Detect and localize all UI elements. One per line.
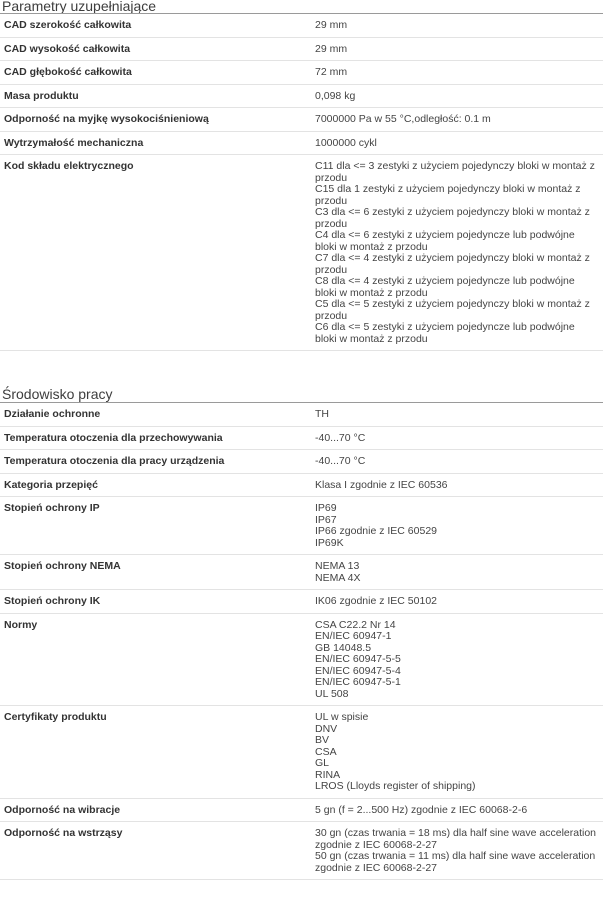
row-label: Temperatura otoczenia dla pracy urządzenia <box>0 450 310 474</box>
row-label: CAD głębokość całkowita <box>0 61 310 85</box>
row-value <box>310 590 603 614</box>
row-value <box>310 37 603 61</box>
table-row <box>0 706 603 799</box>
row-value <box>310 555 603 590</box>
table-row <box>0 555 603 590</box>
value-line: 5 gn (f = 2...500 Hz) zgodnie z IEC 60068-2-6 <box>315 803 528 816</box>
table-row <box>0 613 603 706</box>
value-line: CSA <box>315 745 337 758</box>
row-value <box>310 798 603 822</box>
value-line: IK06 zgodnie z IEC 50102 <box>315 595 438 607</box>
value-line: 29 mm <box>315 42 348 55</box>
value-line: NEMA 4X <box>315 571 361 584</box>
value-line: C7 dla <= 4 zestyki z użyciem pojedynczy bloki w montaż z przodu <box>315 252 590 276</box>
row-label: CAD wysokość całkowita <box>0 37 310 61</box>
value-line: 72 mm <box>315 66 348 78</box>
row-label: Masa produktu <box>0 84 310 108</box>
row-value <box>310 613 603 706</box>
value-line: C6 dla <= 5 zestyki z użyciem pojedyncze lub podwójne bloki w montaż z przodu <box>315 321 575 345</box>
value-line: GL <box>315 757 330 769</box>
table-row <box>0 84 603 108</box>
table-row <box>0 822 603 880</box>
row-label: Odporność na myjkę wysokociśnieniową <box>0 108 310 132</box>
value-line: TH <box>315 408 329 420</box>
value-line: IP69 <box>315 502 337 514</box>
table-row <box>0 497 603 555</box>
row-label: Normy <box>0 613 310 706</box>
table-row <box>0 426 603 450</box>
value-line: C11 dla <= 3 zestyki z użyciem pojedynczy bloki w montaż z przodu <box>315 160 595 184</box>
section-title-supplementary: Parametry uzupełniające <box>0 0 603 14</box>
table-row <box>0 590 603 614</box>
value-line: C4 dla <= 6 zestyki z użyciem pojedyncze lub podwójne bloki w montaż z przodu <box>315 229 575 253</box>
value-line: IP66 zgodnie z IEC 60529 <box>315 525 438 537</box>
value-line: IP69K <box>315 536 344 549</box>
value-line: DNV <box>315 722 338 735</box>
row-label: Temperatura otoczenia dla przechowywania <box>0 426 310 450</box>
value-line: 0,098 kg <box>315 89 356 102</box>
row-value <box>310 155 603 351</box>
value-line: -40...70 °C <box>315 431 366 444</box>
value-line: EN/IEC 60947-5-4 <box>315 664 401 677</box>
row-value <box>310 131 603 155</box>
value-line: GB 14048.5 <box>315 641 372 654</box>
value-line: UL 508 <box>315 687 349 700</box>
row-label: Działanie ochronne <box>0 403 310 426</box>
value-line: Klasa I zgodnie z IEC 60536 <box>315 478 448 491</box>
value-line: RINA <box>315 768 341 781</box>
row-label: CAD szerokość całkowita <box>0 14 310 37</box>
row-label: Stopień ochrony NEMA <box>0 555 310 590</box>
value-line: 30 gn (czas trwania = 18 ms) dla half sine wave acceleration zgodnie z IEC 60068-2-27 <box>315 827 597 851</box>
row-label: Wytrzymałość mechaniczna <box>0 131 310 155</box>
row-value <box>310 450 603 474</box>
value-line: EN/IEC 60947-5-1 <box>315 676 401 688</box>
table-row <box>0 131 603 155</box>
value-line: 1000000 cykl <box>315 136 377 149</box>
value-line: NEMA 13 <box>315 560 360 572</box>
value-line: C3 dla <= 6 zestyki z użyciem pojedynczy bloki w montaż z przodu <box>315 206 590 230</box>
row-value <box>310 822 603 880</box>
row-label: Kategoria przepięć <box>0 473 310 497</box>
table-row <box>0 14 603 37</box>
environment-params-table <box>0 403 603 880</box>
row-label: Stopień ochrony IK <box>0 590 310 614</box>
row-value <box>310 426 603 450</box>
row-value <box>310 706 603 799</box>
row-label: Kod składu elektrycznego <box>0 155 310 351</box>
section-title-environment: Środowisko pracy <box>0 385 603 403</box>
value-line: LROS (Lloyds register of shipping) <box>315 780 476 792</box>
supplementary-params-table <box>0 14 603 351</box>
value-line: 7000000 Pa w 55 °C,odległość: 0.1 m <box>315 113 491 125</box>
value-line: -40...70 °C <box>315 455 366 467</box>
row-value <box>310 403 603 426</box>
value-line: BV <box>315 734 330 746</box>
value-line: C8 dla <= 4 zestyki z użyciem pojedyncze lub podwójne bloki w montaż z przodu <box>315 275 575 299</box>
value-line: EN/IEC 60947-5-5 <box>315 653 401 665</box>
row-value <box>310 14 603 37</box>
value-line: EN/IEC 60947-1 <box>315 630 392 642</box>
table-row <box>0 473 603 497</box>
value-line: CSA C22.2 Nr 14 <box>315 618 396 631</box>
row-value <box>310 61 603 85</box>
table-row <box>0 798 603 822</box>
row-label: Odporność na wstrząsy <box>0 822 310 880</box>
value-line: C15 dla 1 zestyki z użyciem pojedynczy bloki w montaż z przodu <box>315 183 581 207</box>
row-label: Odporność na wibracje <box>0 798 310 822</box>
row-value <box>310 108 603 132</box>
table-row <box>0 37 603 61</box>
table-row <box>0 450 603 474</box>
row-value <box>310 473 603 497</box>
table-row <box>0 403 603 426</box>
row-label: Certyfikaty produktu <box>0 706 310 799</box>
value-line: 50 gn (czas trwania = 11 ms) dla half sine wave acceleration zgodnie z IEC 60068-2-27 <box>315 850 596 874</box>
row-label: Stopień ochrony IP <box>0 497 310 555</box>
table-row <box>0 155 603 351</box>
value-line: 29 mm <box>315 19 348 31</box>
value-line: UL w spisie <box>315 711 369 723</box>
table-row <box>0 108 603 132</box>
value-line: IP67 <box>315 513 337 526</box>
table-row <box>0 61 603 85</box>
row-value <box>310 497 603 555</box>
value-line: C5 dla <= 5 zestyki z użyciem pojedynczy bloki w montaż z przodu <box>315 298 590 322</box>
row-value <box>310 84 603 108</box>
